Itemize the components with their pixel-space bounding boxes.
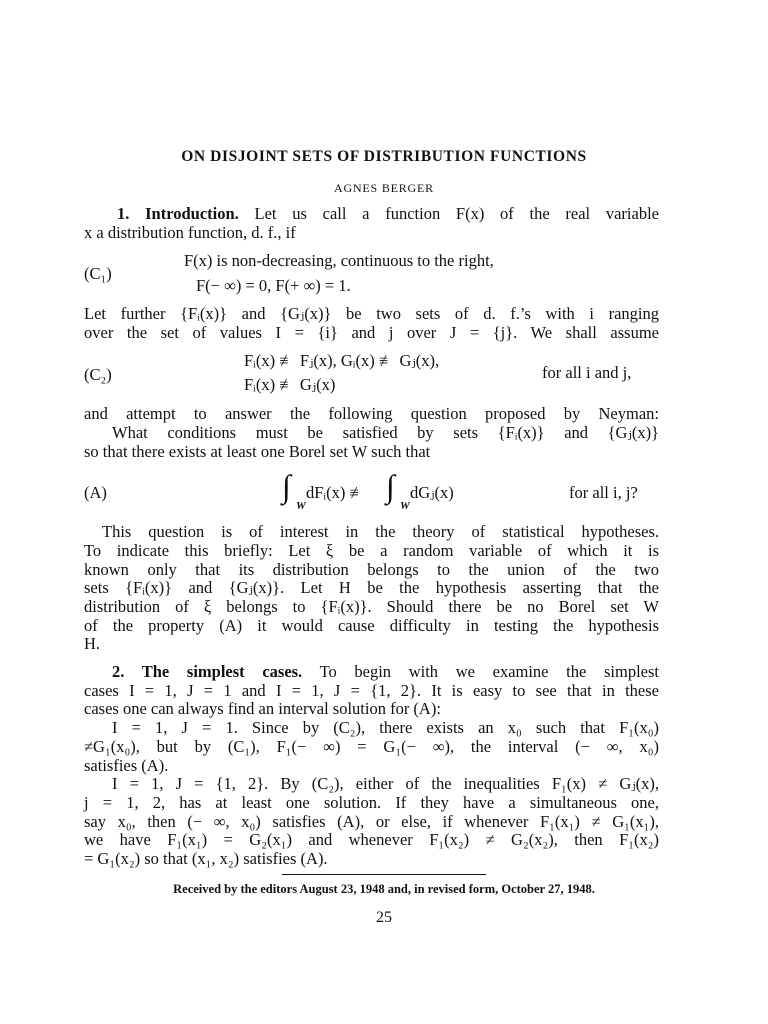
integral-sign-right: ∫ — [386, 468, 395, 504]
para4-line-2: To indicate this briefly: Let ξ be a random variable of which it is — [84, 541, 659, 560]
para3-line-2: What conditions must be satisfied by sets {Fᵢ(x)} and {Gⱼ(x)} — [112, 423, 659, 442]
c1-line-2: F(− ∞) = 0, F(+ ∞) = 1. — [196, 276, 351, 295]
page-number: 25 — [376, 909, 392, 926]
section2-line-9: say x₀, then (− ∞, x₀) satisfies (A), or else, if whenever F₁(x₁) ≠ G₁(x₁), — [84, 812, 659, 831]
paper-title: ON DISJOINT SETS OF DISTRIBUTION FUNCTIONS — [181, 148, 587, 165]
footnote: Received by the editors August 23, 1948 and, in revised form, October 27, 1948. — [173, 882, 595, 896]
section1-first-line — [117, 205, 659, 223]
eq-a-lhs: dFᵢ(x) ≢ — [306, 483, 366, 502]
eq-a-rhs: dGⱼ(x) — [410, 483, 454, 502]
para4-line-1: This question is of interest in the theory of statistical hypotheses. — [102, 522, 659, 541]
section2-line-6: satisfies (A). — [84, 756, 169, 775]
footnote-rule — [282, 874, 486, 875]
c2-condition: for all i and j, — [542, 363, 632, 382]
section2-line-3: cases one can always find an interval solution for (A): — [84, 699, 441, 718]
c2-line-1: Fᵢ(x) ≢ Fⱼ(x), Gᵢ(x) ≢ Gⱼ(x), — [244, 351, 440, 370]
section2-line-7: I = 1, J = {1, 2}. By (C₂), either of the inequalities F₁(x) ≠ Gⱼ(x), — [112, 774, 659, 793]
para2-line-2: over the set of values I = {i} and j over J = {j}. We shall assume — [84, 323, 659, 342]
para3-line-3: so that there exists at least one Borel set W such that — [84, 442, 431, 461]
section2-line-4: I = 1, J = 1. Since by (C₂), there exists an x₀ such that F₁(x₀) — [112, 718, 659, 737]
section2-line-1: To begin with we examine the simplest — [319, 662, 659, 681]
section2-line-5: ≠G₁(x₀), but by (C₁), F₁(− ∞) = G₁(− ∞), the interval (− ∞, x₀) — [84, 737, 659, 756]
para4-line-6: of the property (A) it would cause difficulty in testing the hypothesis — [84, 616, 659, 635]
section2-heading: 2. The simplest cases. — [112, 662, 303, 681]
para4-line-7: H. — [84, 634, 101, 653]
para2-line-1: Let further {Fᵢ(x)} and {Gⱼ(x)} be two sets of d. f.’s with i ranging — [84, 304, 659, 323]
author-name: AGNES BERGER — [334, 181, 434, 195]
c2-line-2: Fᵢ(x) ≢ Gⱼ(x) — [244, 375, 336, 394]
section2-line-2: cases I = 1, J = 1 and I = 1, J = {1, 2}. It is easy to see that in these — [84, 681, 659, 700]
section2-line-10: we have F₁(x₁) = G₂(x₁) and whenever F₁(x₂) ≠ G₂(x₂), then F₁(x₂) — [84, 830, 659, 849]
para4-line-4: sets {Fᵢ(x)} and {Gⱼ(x)}. Let H be the hypothesis asserting that the — [84, 578, 659, 597]
integral-sub-left: W — [296, 500, 306, 512]
c1-line-1: F(x) is non-decreasing, continuous to the right, — [184, 251, 494, 270]
integral-sub-right: W — [400, 500, 410, 512]
para4-line-5: distribution of ξ belongs to {Fᵢ(x)}. Should there be no Borel set W — [84, 597, 659, 616]
para3-line-1: and attempt to answer the following question proposed by Neyman: — [84, 404, 659, 423]
para4-line-3: known only that its distribution belongs to the union of the two — [84, 560, 659, 579]
section1-heading: 1. Introduction. — [117, 204, 239, 223]
eq-a-label: (A) — [84, 483, 107, 502]
section1-line-2: x a distribution function, d. f., if — [84, 223, 296, 242]
section2-line-11: = G₁(x₂) so that (x₁, x₂) satisfies (A). — [84, 849, 328, 868]
integral-sign-left: ∫ — [282, 468, 291, 504]
eq-a-condition: for all i, j? — [569, 483, 638, 502]
c2-label: (C₂) — [84, 365, 112, 384]
section2-line-8: j = 1, 2, has at least one solution. If they have a simultaneous one, — [84, 793, 659, 812]
section2-first-line — [112, 663, 659, 681]
section1-line-1: Let us call a function F(x) of the real variable — [254, 204, 659, 223]
c1-label: (C₁) — [84, 264, 112, 283]
